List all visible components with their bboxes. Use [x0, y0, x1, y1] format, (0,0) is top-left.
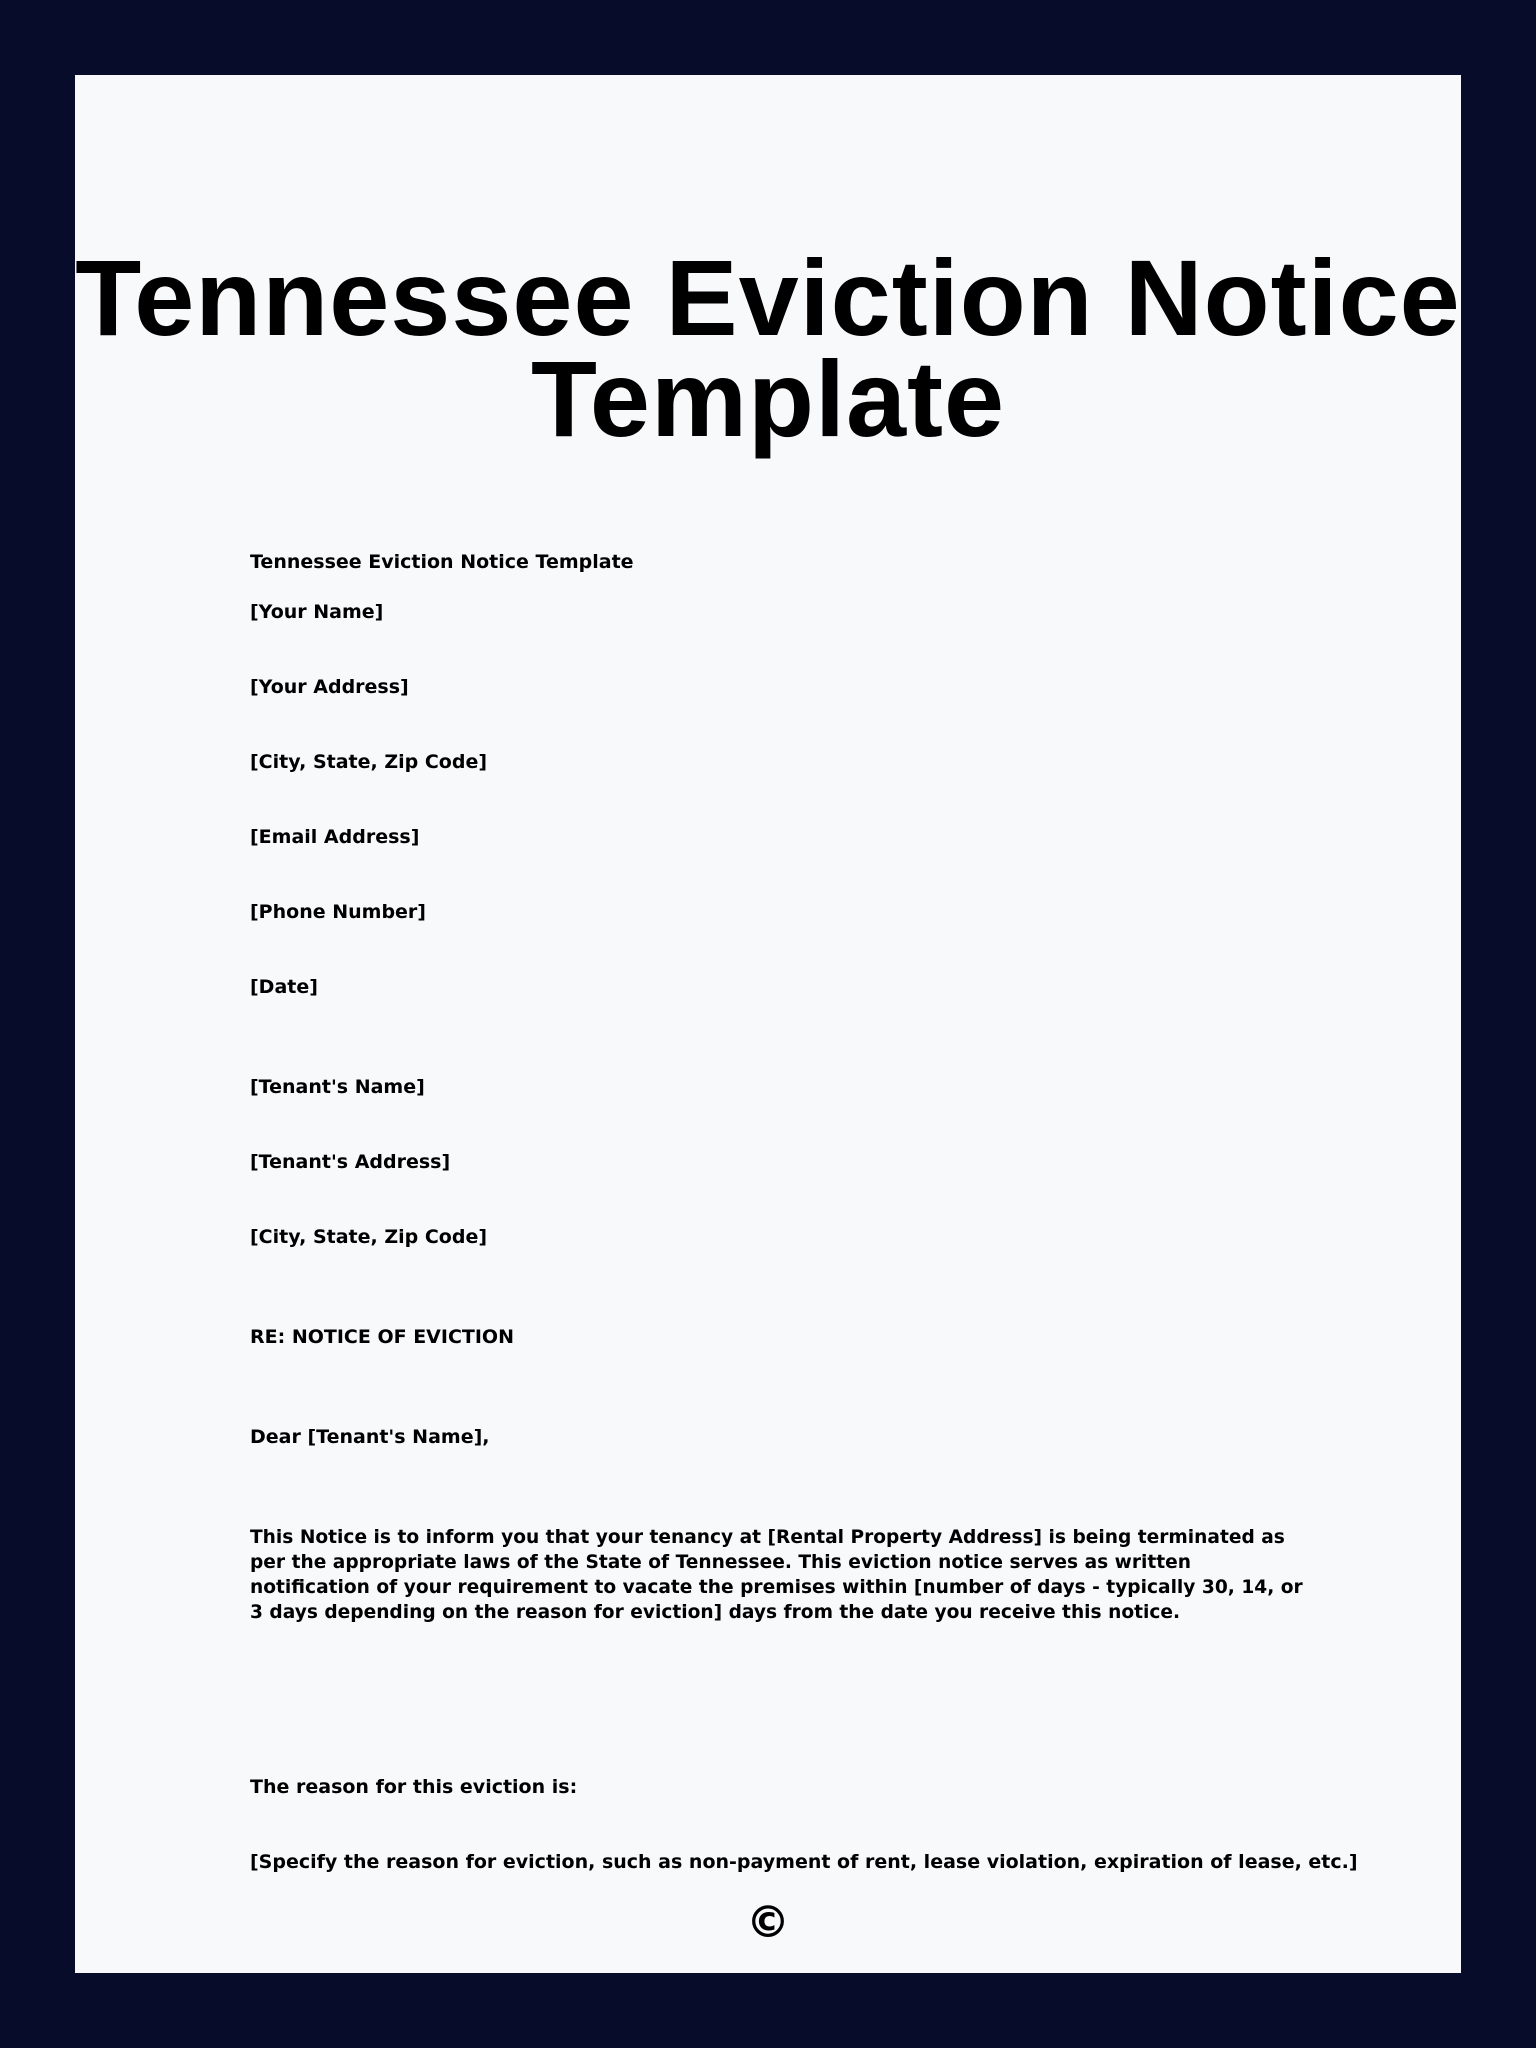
document-page [75, 75, 1461, 1973]
sender-phone: [Phone Number] [250, 901, 426, 923]
document-main-title: Tennessee Eviction Notice Template [75, 237, 1461, 459]
recipient-address: [Tenant's Address] [250, 1151, 451, 1173]
eviction-reason-intro: The reason for this eviction is: [250, 1776, 578, 1798]
recipient-name: [Tenant's Name] [250, 1076, 425, 1098]
sender-address: [Your Address] [250, 676, 409, 698]
sender-name: [Your Name] [250, 601, 384, 623]
letter-heading: Tennessee Eviction Notice Template [250, 551, 634, 573]
sender-email: [Email Address] [250, 826, 420, 848]
copyright-icon: © [746, 1897, 790, 1948]
letter-salutation: Dear [Tenant's Name], [250, 1426, 490, 1448]
letter-date: [Date] [250, 976, 318, 998]
sender-city-state-zip: [City, State, Zip Code] [250, 751, 488, 773]
letter-body-paragraph: This Notice is to inform you that your tenancy at [Rental Property Address] is being terminated as per the appropriate laws of the State of Tennessee. This eviction notice serves as written notification of your requirement to vacate the premises within [number of days - typically 30, 14, or 3 days depending on the reason for eviction] days from the date you receive this notice. [250, 1527, 1303, 1623]
recipient-city-state-zip: [City, State, Zip Code] [250, 1226, 488, 1248]
eviction-reason-placeholder: [Specify the reason for eviction, such as non-payment of rent, lease violation, expiration of lease, etc.] [250, 1851, 1358, 1873]
letter-subject: RE: NOTICE OF EVICTION [250, 1326, 514, 1348]
